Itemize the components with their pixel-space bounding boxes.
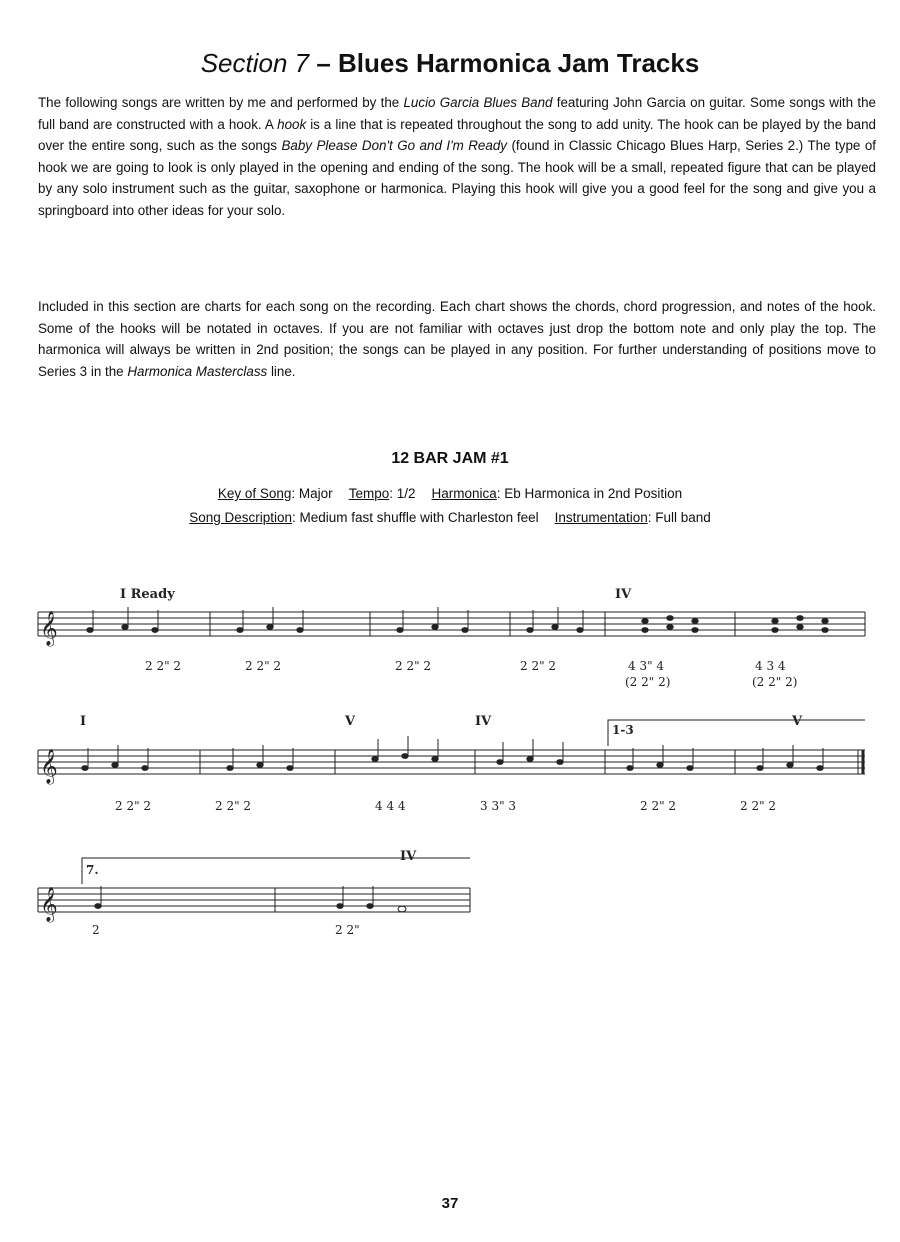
- section-title-rest: – Blues Harmonica Jam Tracks: [309, 48, 700, 78]
- harp-tab: 3 3" 3: [480, 799, 517, 813]
- harp-tab: (2 2" 2): [752, 675, 798, 689]
- instrumentation-value: : Full band: [647, 510, 711, 525]
- harp-tab: 2 2" 2: [395, 659, 432, 673]
- treble-clef-icon: 𝄞: [40, 887, 58, 922]
- chord-label: IV: [475, 714, 492, 729]
- harp-tab: 4 3 4: [755, 659, 786, 673]
- staff-1: [38, 612, 865, 636]
- chord-label: IV: [400, 849, 417, 864]
- music-score: [30, 570, 880, 950]
- chord-label: I: [80, 714, 87, 729]
- harmonica-label: Harmonica: [431, 486, 497, 501]
- treble-clef-icon: 𝄞: [40, 749, 58, 784]
- harp-tab: 4 4 4: [375, 799, 406, 813]
- harp-tab: 4 3" 4: [628, 659, 665, 673]
- harp-tab: 2 2" 2: [115, 799, 152, 813]
- intro-text: is a line that is repeated throughout the song to add unity. The hook can be played by the band over the entire song, such as the songs: [38, 116, 876, 153]
- harp-tab: 2 2": [335, 923, 360, 937]
- song-info-line-1: [0, 486, 900, 501]
- description-value: : Medium fast shuffle with Charleston feel: [292, 510, 539, 525]
- section-title-italic: Section 7: [200, 48, 310, 78]
- notes-row-1: [87, 607, 828, 632]
- section-title: [0, 48, 900, 79]
- harp-tab: 2 2" 2: [640, 799, 677, 813]
- description-label: Song Description: [189, 510, 293, 525]
- book-title: Harmonica Masterclass: [127, 363, 268, 379]
- ending-label: 1-3: [612, 723, 634, 737]
- intro-text: The following songs are written by me and performed by the: [38, 95, 404, 110]
- chord-label: V: [792, 714, 803, 729]
- tempo-label: Tempo: [348, 486, 390, 501]
- notes-row-3: [95, 886, 406, 912]
- intro-text: Included in this section are charts for each song on the recording. Each chart shows the chords, chord progression, and notes of the hook. Some of the hooks will be notated in octaves. If you are not familiar with octaves just drop the bottom note and only play the top. The harmonica will always be written in 2nd position; the songs can be played in any position. For further understanding of positions move to Series 3 in the: [38, 299, 876, 379]
- chord-label: IV: [615, 587, 632, 602]
- harp-tab: 2 2" 2: [215, 799, 252, 813]
- song-names: Baby Please Don't Go and I'm Ready: [281, 138, 507, 153]
- instrumentation-label: Instrumentation: [554, 510, 648, 525]
- staff-3: [38, 858, 470, 912]
- song-info-line-2: [0, 510, 900, 525]
- intro-text: (found in Classic Chicago Blues Harp, Series 2.) The type of hook we are going to look is only played in the opening and ending of the song. The hook will be a small, repeated figure that can be played by any solo instrument such as the guitar, saxophone or harmonica. Playing this hook will give you a good feel for the song and give you a springboard into other ideas for your solo.: [38, 138, 876, 218]
- tempo-value: : 1/2: [389, 486, 416, 501]
- intro-paragraph-1: [38, 92, 876, 221]
- harp-tab: 2 2" 2: [740, 799, 777, 813]
- song-title: 12 BAR JAM #1: [391, 450, 509, 467]
- chord-label: V: [345, 714, 356, 729]
- treble-clef-icon: 𝄞: [40, 611, 58, 646]
- harp-tab: 2 2" 2: [145, 659, 182, 673]
- key-label: Key of Song: [217, 486, 292, 501]
- harp-tab: 2 2" 2: [245, 659, 282, 673]
- intro-text: line.: [267, 363, 296, 379]
- intro-paragraph-2: [38, 296, 876, 382]
- page-number: 37: [441, 1195, 459, 1212]
- hook-term: hook: [277, 116, 307, 132]
- ending-label: 7.: [86, 863, 99, 877]
- intro-text: featuring John Garcia on guitar. Some songs with the full band are constructed with a hook. A: [38, 95, 876, 132]
- harp-tab: 2 2" 2: [520, 659, 557, 673]
- harmonica-value: : Eb Harmonica in 2nd Position: [496, 486, 683, 501]
- staff-2: [38, 720, 865, 774]
- chord-label: I Ready: [120, 587, 175, 602]
- band-name: Lucio Garcia Blues Band: [403, 95, 553, 110]
- key-value: : Major: [291, 486, 333, 501]
- notes-row-2: [82, 736, 823, 770]
- harp-tab: 2: [92, 923, 100, 937]
- harp-tab: (2 2" 2): [625, 675, 671, 689]
